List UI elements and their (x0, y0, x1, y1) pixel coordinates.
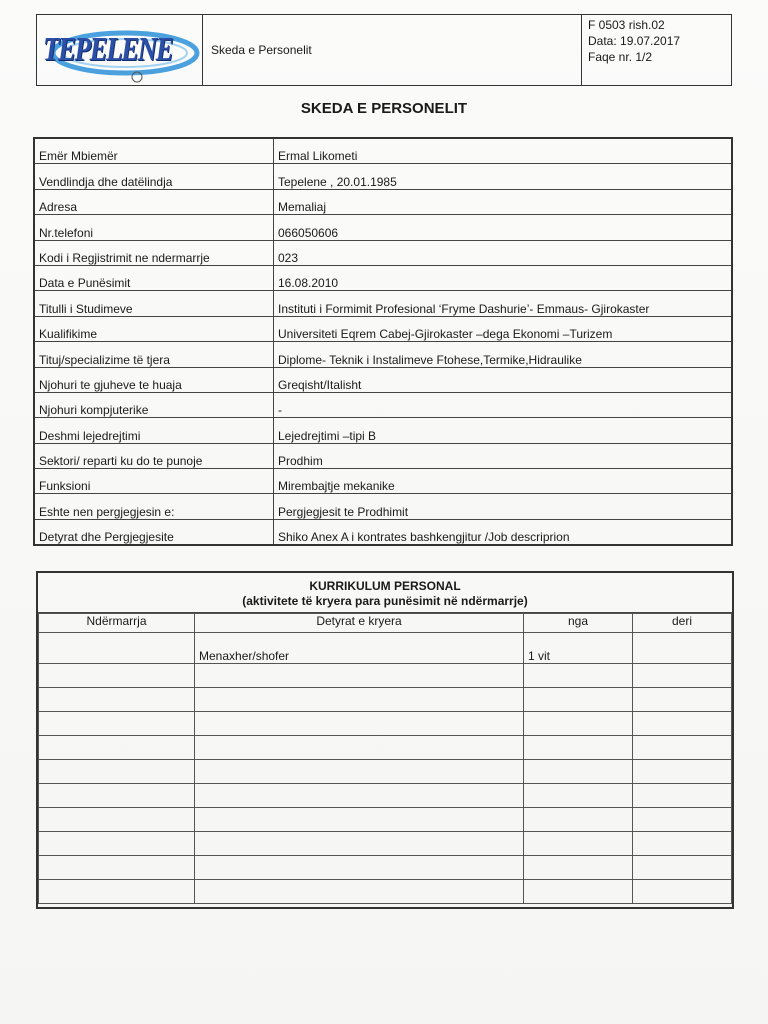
info-label: Kodi i Regjistrimit ne ndermarrje (34, 240, 274, 265)
curriculum-cell (39, 712, 195, 736)
curriculum-cell (633, 808, 732, 832)
form-code: F 0503 rish.02 (588, 18, 665, 32)
curriculum-row (39, 808, 732, 832)
curriculum-cell (39, 760, 195, 784)
curriculum-cell (524, 712, 633, 736)
info-value: Tepelene , 20.01.1985 (274, 164, 733, 189)
curriculum-cell: Menaxher/shofer (195, 633, 524, 664)
curriculum-cell (39, 856, 195, 880)
header-title: Skeda e Personelit (203, 15, 582, 85)
curriculum-cell (195, 664, 524, 688)
info-row (34, 418, 732, 443)
curriculum-cell (524, 808, 633, 832)
info-label: Sektori/ reparti ku do te punoje (34, 443, 274, 468)
curriculum-row (39, 784, 732, 808)
curriculum-cell (39, 880, 195, 904)
info-label: Adresa (34, 189, 274, 214)
curriculum-row (39, 664, 732, 688)
curriculum-row (39, 760, 732, 784)
curriculum-cell (524, 880, 633, 904)
curriculum-cell (524, 664, 633, 688)
info-label: Data e Punësimit (34, 265, 274, 290)
info-value: Instituti i Formimit Profesional ‘Fryme Dashurie’- Emmaus- Gjirokaster (274, 291, 733, 316)
info-row (34, 189, 732, 214)
curriculum-cell (633, 633, 732, 664)
curriculum-cell (524, 856, 633, 880)
info-value: Mirembajtje mekanike (274, 469, 733, 494)
header-meta (582, 15, 731, 85)
curriculum-cell (195, 784, 524, 808)
curriculum-cell (633, 856, 732, 880)
info-row (34, 367, 732, 392)
info-value: Shiko Anex A i kontrates bashkengjitur /Job descriprion (274, 519, 733, 545)
curriculum-cell (39, 664, 195, 688)
curriculum-table (36, 571, 734, 909)
curriculum-title: KURRIKULUM PERSONAL (309, 579, 461, 593)
curriculum-cell (524, 736, 633, 760)
curriculum-cell (39, 784, 195, 808)
info-value: Universiteti Eqrem Cabej-Gjirokaster –dega Ekonomi –Turizem (274, 316, 733, 341)
info-value: Greqisht/Italisht (274, 367, 733, 392)
form-header (36, 14, 732, 86)
curriculum-header (38, 573, 732, 613)
curriculum-cell (39, 736, 195, 760)
info-row (34, 138, 732, 164)
curriculum-cell (39, 808, 195, 832)
curriculum-row (39, 688, 732, 712)
info-label: Kualifikime (34, 316, 274, 341)
info-value: Pergjegjesit te Prodhimit (274, 494, 733, 519)
curriculum-cell (633, 688, 732, 712)
personnel-info-table (33, 137, 733, 546)
curriculum-cell (195, 736, 524, 760)
info-label: Eshte nen pergjegjesin e: (34, 494, 274, 519)
info-row (34, 215, 732, 240)
curriculum-row (39, 633, 732, 664)
info-label: Deshmi lejedrejtimi (34, 418, 274, 443)
curriculum-cell (633, 664, 732, 688)
curriculum-cell (195, 856, 524, 880)
curriculum-row (39, 880, 732, 904)
page-title: SKEDA E PERSONELIT (300, 100, 468, 117)
info-row (34, 265, 732, 290)
info-label: Vendlindja dhe datëlindja (34, 164, 274, 189)
info-row (34, 291, 732, 316)
curriculum-cell (195, 808, 524, 832)
curriculum-cell (39, 832, 195, 856)
info-row (34, 164, 732, 189)
page-number: Faqe nr. 1/2 (588, 50, 653, 64)
curriculum-cell (633, 832, 732, 856)
info-row (34, 342, 732, 367)
info-row (34, 494, 732, 519)
column-header: deri (633, 614, 732, 633)
info-row (34, 240, 732, 265)
curriculum-subtitle: (aktivitete të kryera para punësimit në ndërmarrje) (242, 594, 528, 608)
info-label: Funksioni (34, 469, 274, 494)
info-value: - (274, 392, 733, 417)
curriculum-cell (39, 688, 195, 712)
curriculum-row (39, 856, 732, 880)
info-value: 023 (274, 240, 733, 265)
info-value: 16.08.2010 (274, 265, 733, 290)
info-row (34, 316, 732, 341)
info-label: Tituj/specializime të tjera (34, 342, 274, 367)
info-value: Lejedrejtimi –tipi B (274, 418, 733, 443)
curriculum-cell (195, 880, 524, 904)
info-label: Detyrat dhe Pergjegjesite (34, 519, 274, 545)
info-label: Njohuri te gjuheve te huaja (34, 367, 274, 392)
curriculum-row (39, 832, 732, 856)
curriculum-cell (195, 688, 524, 712)
curriculum-cell (524, 760, 633, 784)
info-value: Prodhim (274, 443, 733, 468)
curriculum-cell (39, 633, 195, 664)
info-row (34, 469, 732, 494)
info-row (34, 443, 732, 468)
column-header-row (39, 614, 732, 633)
curriculum-cell (633, 784, 732, 808)
info-label: Nr.telefoni (34, 215, 274, 240)
curriculum-cell (633, 760, 732, 784)
curriculum-cell (524, 688, 633, 712)
info-value: Ermal Likometi (274, 138, 733, 164)
curriculum-cell (195, 832, 524, 856)
curriculum-cell (524, 832, 633, 856)
info-row (34, 392, 732, 417)
curriculum-grid (38, 613, 732, 904)
info-label: Emër Mbiemër (34, 138, 274, 164)
curriculum-row (39, 712, 732, 736)
curriculum-cell: 1 vit (524, 633, 633, 664)
column-header: Detyrat e kryera (195, 614, 524, 633)
info-label: Njohuri kompjuterike (34, 392, 274, 417)
curriculum-cell (524, 784, 633, 808)
curriculum-cell (195, 712, 524, 736)
column-header: Ndërmarrja (39, 614, 195, 633)
curriculum-cell (633, 712, 732, 736)
logo-text: TEPELENE (43, 31, 173, 68)
curriculum-cell (633, 880, 732, 904)
info-value: Diplome- Teknik i Instalimeve Ftohese,Termike,Hidraulike (274, 342, 733, 367)
column-header: nga (524, 614, 633, 633)
info-label: Titulli i Studimeve (34, 291, 274, 316)
info-row (34, 519, 732, 545)
info-value: Memaliaj (274, 189, 733, 214)
form-date: Data: 19.07.2017 (588, 34, 681, 48)
info-value: 066050606 (274, 215, 733, 240)
curriculum-cell (633, 736, 732, 760)
company-logo (37, 15, 203, 85)
curriculum-cell (195, 760, 524, 784)
curriculum-row (39, 736, 732, 760)
